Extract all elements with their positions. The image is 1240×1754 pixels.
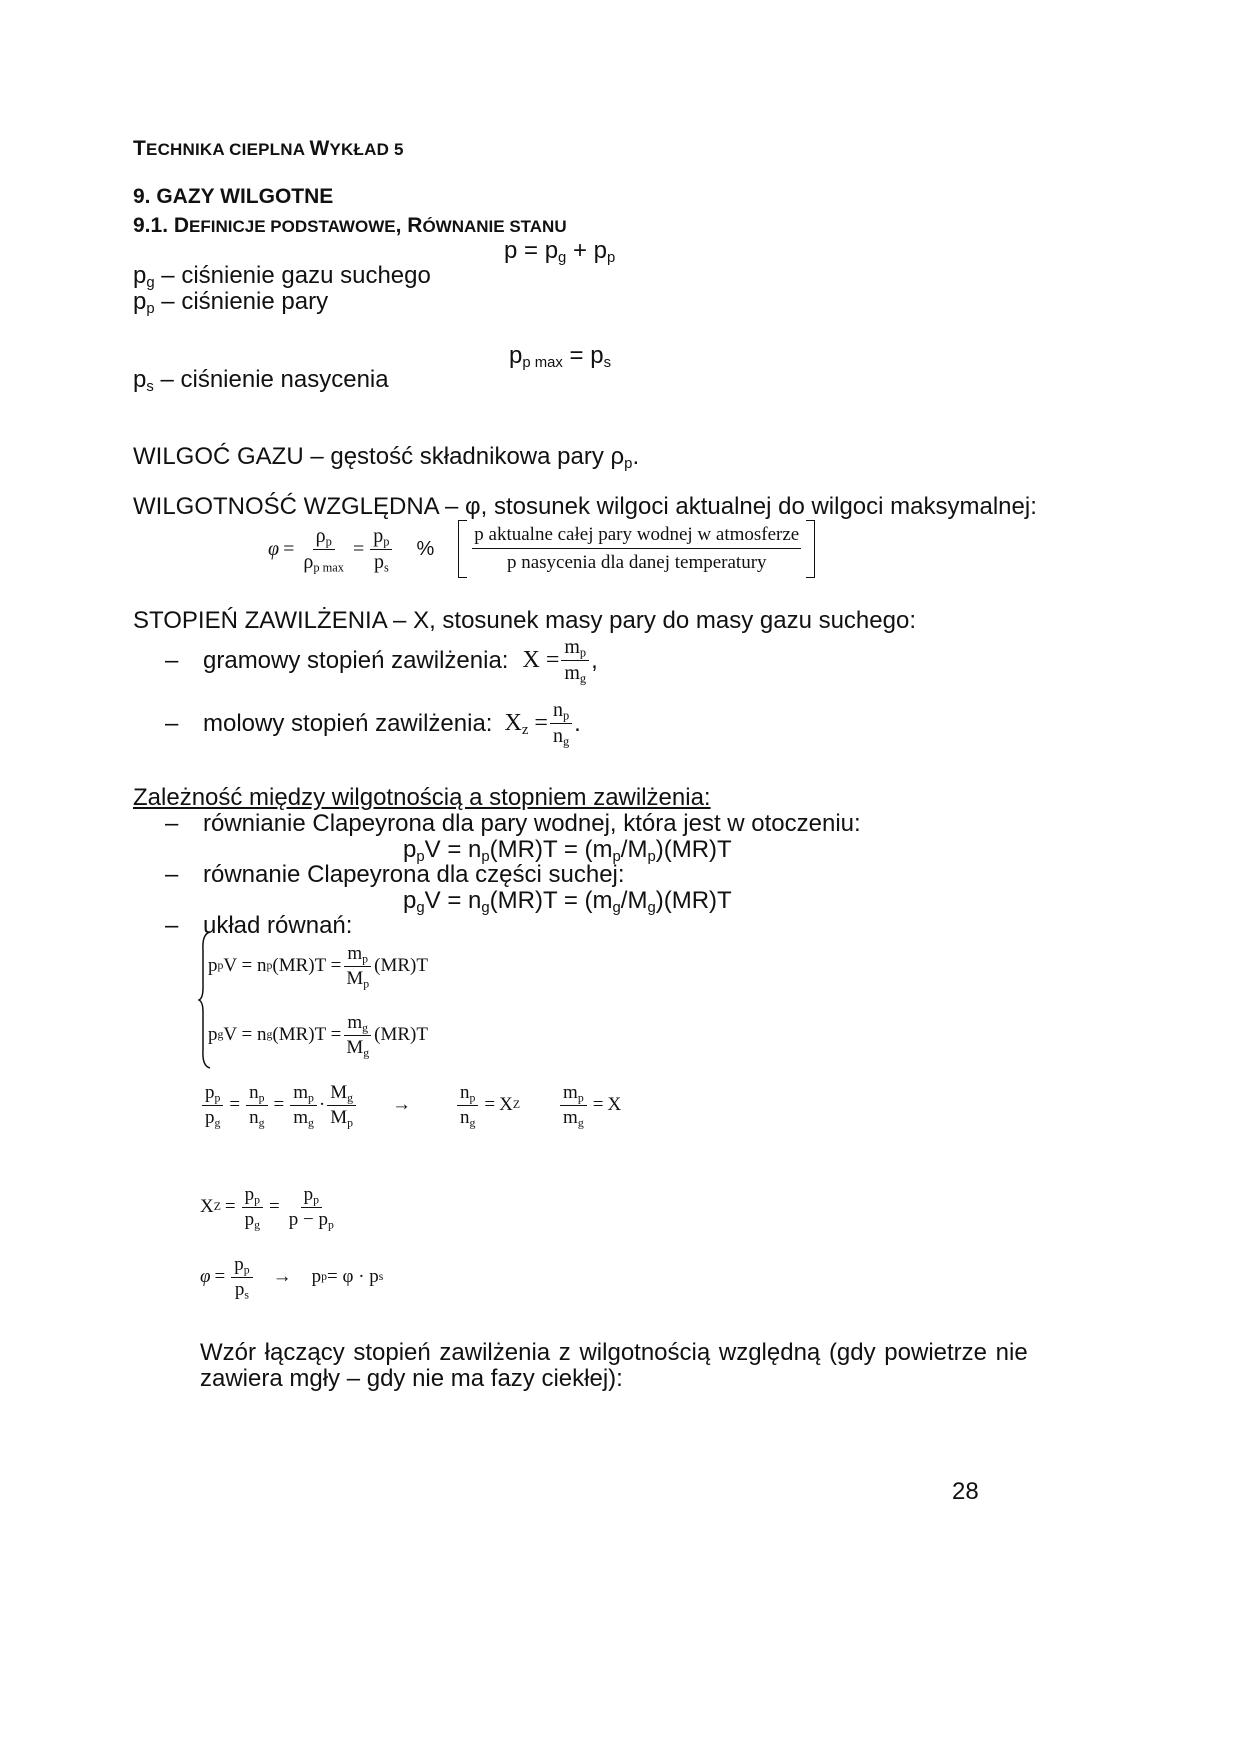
phi-ps-equation: φ = $\frac{p_p}{p_s}$ → p p = φ · p s	[200, 1254, 384, 1302]
zaleznosc-title: Zależność między wilgotnością a stopniem zawilżenia:	[133, 784, 711, 811]
list-item-uklad: – układ równań:	[165, 912, 353, 939]
page-number: 28	[952, 1478, 979, 1505]
definition-pg: $p_g$ – ciśnienie gazu suchego	[133, 262, 431, 292]
document-header: TECHNIKA CIEPLNA WYKŁAD 5	[133, 137, 404, 160]
closing-line-1: Wzór łączący stopień zawilżenia z wilgotnością względną (gdy powietrze nie	[200, 1339, 1028, 1366]
list-item-gramowy: – gramowy stopień zawilżenia: X = $\frac{m_p}{m_g}$ ,	[165, 636, 598, 686]
equation-total-pressure: $p = p_g + p_p$	[504, 237, 616, 267]
ratio-equation: $\frac{p_p}{p_g}$ = $\frac{n_p}{n_g}$ = $\frac{m_p}{m_g}$ · $\frac{M_g}{M_p}$ → $\frac{n_p}{n_g}$ = X Z $\frac{m_p}{m_g}$ = X	[200, 1083, 621, 1128]
list-item-clapeyron-para: – równianie Clapeyrona dla pary wodnej, która jest w otoczeniu:	[165, 810, 861, 837]
equation-phi: φ = $\frac{\rho_p}{\rho_{p max}}$ = $\frac{p_p}{p_s}$ % p aktualne całej pary wodnej w atmosferze p nasycenia dla danej temperatury	[268, 524, 815, 574]
closing-line-2: zawiera mgły – gdy nie ma fazy ciekłej):	[200, 1365, 623, 1392]
definition-ps: $p_s$ – ciśnienie nasycenia	[133, 366, 389, 396]
system-row-2: p g V = n g (MR)T = $\frac{m_g}{M_g}$ (MR)T	[208, 1012, 428, 1060]
list-item-molowy: – molowy stopień zawilżenia: $X_z$ = $\frac{n_p}{n_g}$ .	[165, 699, 581, 749]
fraction-rho: $\frac{\rho_p}{\rho_{p max}}$	[303, 524, 344, 574]
list-item-clapeyron-sucha: – równanie Clapeyrona dla części suchej:	[165, 861, 625, 888]
system-row-1: p p V = n p (MR)T = $\frac{m_p}{M_p}$ (MR)T	[208, 943, 428, 991]
equation-pmax: $p_{p max} = p_s$	[509, 342, 612, 372]
definition-pp: $p_p$ – ciśnienie pary	[133, 288, 329, 318]
section-title: 9. GAZY WILGOTNE	[133, 185, 334, 208]
wilgoc-gazu: WILGOĆ GAZU – gęstość składnikowa pary $\rho_p$.	[133, 443, 640, 473]
fraction-p: $\frac{p_p}{p_s}$	[370, 526, 392, 573]
equation-clapeyron-sucha: $p_gV = n_g(MR)T = (m_g/M_g)(MR)T$	[403, 887, 732, 917]
equation-clapeyron-para: $p_pV = n_p(MR)T = (m_p/M_p)(MR)T$	[403, 836, 732, 866]
subsection-title: 9.1. DEFINICJE PODSTAWOWE, RÓWNANIE STANU	[133, 214, 567, 237]
phi-explanation-bracket: p aktualne całej pary wodnej w atmosferze p nasycenia dla danej temperatury	[458, 524, 815, 574]
wilgotnosc-wzgledna: WILGOTNOŚĆ WZGLĘDNA – φ, stosunek wilgoci aktualnej do wilgoci maksymalnej:	[133, 493, 1037, 520]
stopien-zawilzenia: STOPIEŃ ZAWILŻENIA – X, stosunek masy pary do masy gazu suchego:	[133, 607, 916, 634]
xz-equation: X Z = $\frac{p_p}{p_g}$ = $\frac{p_p}{p - p_p}$	[200, 1184, 334, 1232]
